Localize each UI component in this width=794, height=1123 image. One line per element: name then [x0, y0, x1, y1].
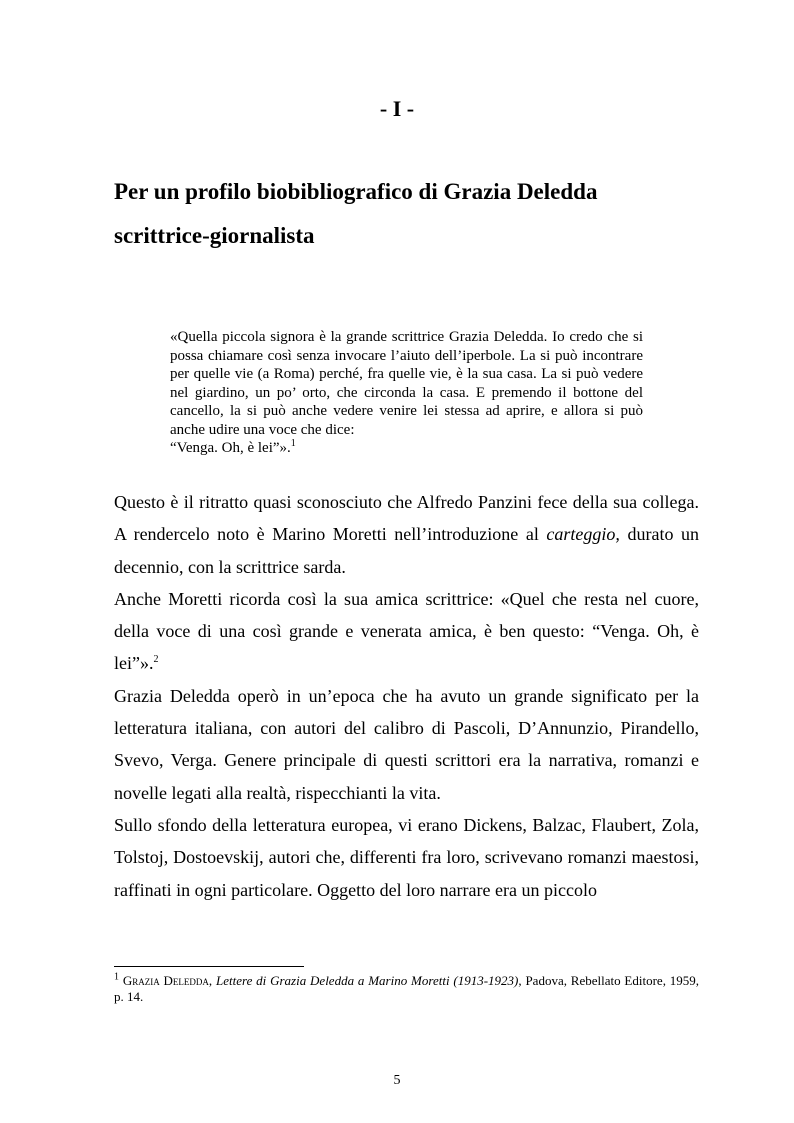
chapter-number: - I -: [379, 96, 415, 121]
footnote-author: Grazia Deledda: [122, 973, 209, 988]
title-line-2: scrittrice-giornalista: [114, 223, 315, 248]
footnote-book-title: Lettere di Grazia Deledda a Marino Moretti (1913-1923): [216, 973, 519, 988]
title-line-1: Per un profilo biobibliografico di Grazia Deledda: [114, 179, 598, 204]
page-number: 5: [393, 1073, 401, 1088]
paragraph-3: Grazia Deledda operò in un’epoca che ha avuto un grande significato per la letteratura italiana, con autori del calibro di Pascoli, D’Annunzio, Pirandello, Svevo, Verga. Genere principale di questi scrittori era la narrativa, romanzi e novelle legati alla realtà, rispecchianti la vita.: [114, 685, 699, 803]
quote-text: «Quella piccola signora è la grande scrittrice Grazia Deledda. Io credo che si possa chiamare così senza invocare l’aiuto dell’iperbole. La si può incontrare per quelle vie (a Roma) perché, fra quelle vie, è la sua casa. La si può vedere nel giardino, un po’ orto, che circonda la casa. E premendo il bottone del cancello, la si può anche vedere venire lei stessa ad aprire, e allora si può anche udire una voce che dice:: [170, 329, 643, 438]
footnote-separator: [114, 966, 304, 967]
paragraph-4: Sullo sfondo della letteratura europea, vi erano Dickens, Balzac, Flaubert, Zola, Tolstoj, Dostoevskij, autori che, differenti fra loro, scrivevano romanzi maestosi, raffinati in ogni particolare. Oggetto del loro narrare era un piccolo: [114, 814, 699, 900]
footnote-ref-2[interactable]: 2: [153, 654, 159, 666]
quote-last-line: “Venga. Oh, è lei”».$^1$: [170, 438, 296, 456]
body-text: [114, 486, 699, 906]
footnote-number: 1: [114, 971, 119, 983]
chapter-title: [114, 170, 714, 258]
footnote-1: $^1$ Grazia Deledda, Lettere di Grazia Deledda a Marino Moretti (1913-1923), Padova, Rebellato Editore, 1959, p. 14.: [114, 971, 700, 1004]
footnote-publication: , Padova, Rebellato Editore, 1959, p. 14.: [114, 973, 700, 1004]
epigraph-quote: [170, 328, 643, 458]
paragraph-1: Questo è il ritratto quasi sconosciuto che Alfredo Panzini fece della sua collega. A rendercelo noto è Marino Moretti nell’introduzione al carteggio, durato un decennio, con la scrittrice sarda.: [114, 492, 700, 577]
paragraph-2: Anche Moretti ricorda così la sua amica scrittrice: «Quel che resta nel cuore, della voce di una così grande e venerata amica, è ben questo: “Venga. Oh, è lei”».$^2$: [114, 588, 699, 674]
footnote-ref-1[interactable]: 1: [290, 438, 296, 449]
